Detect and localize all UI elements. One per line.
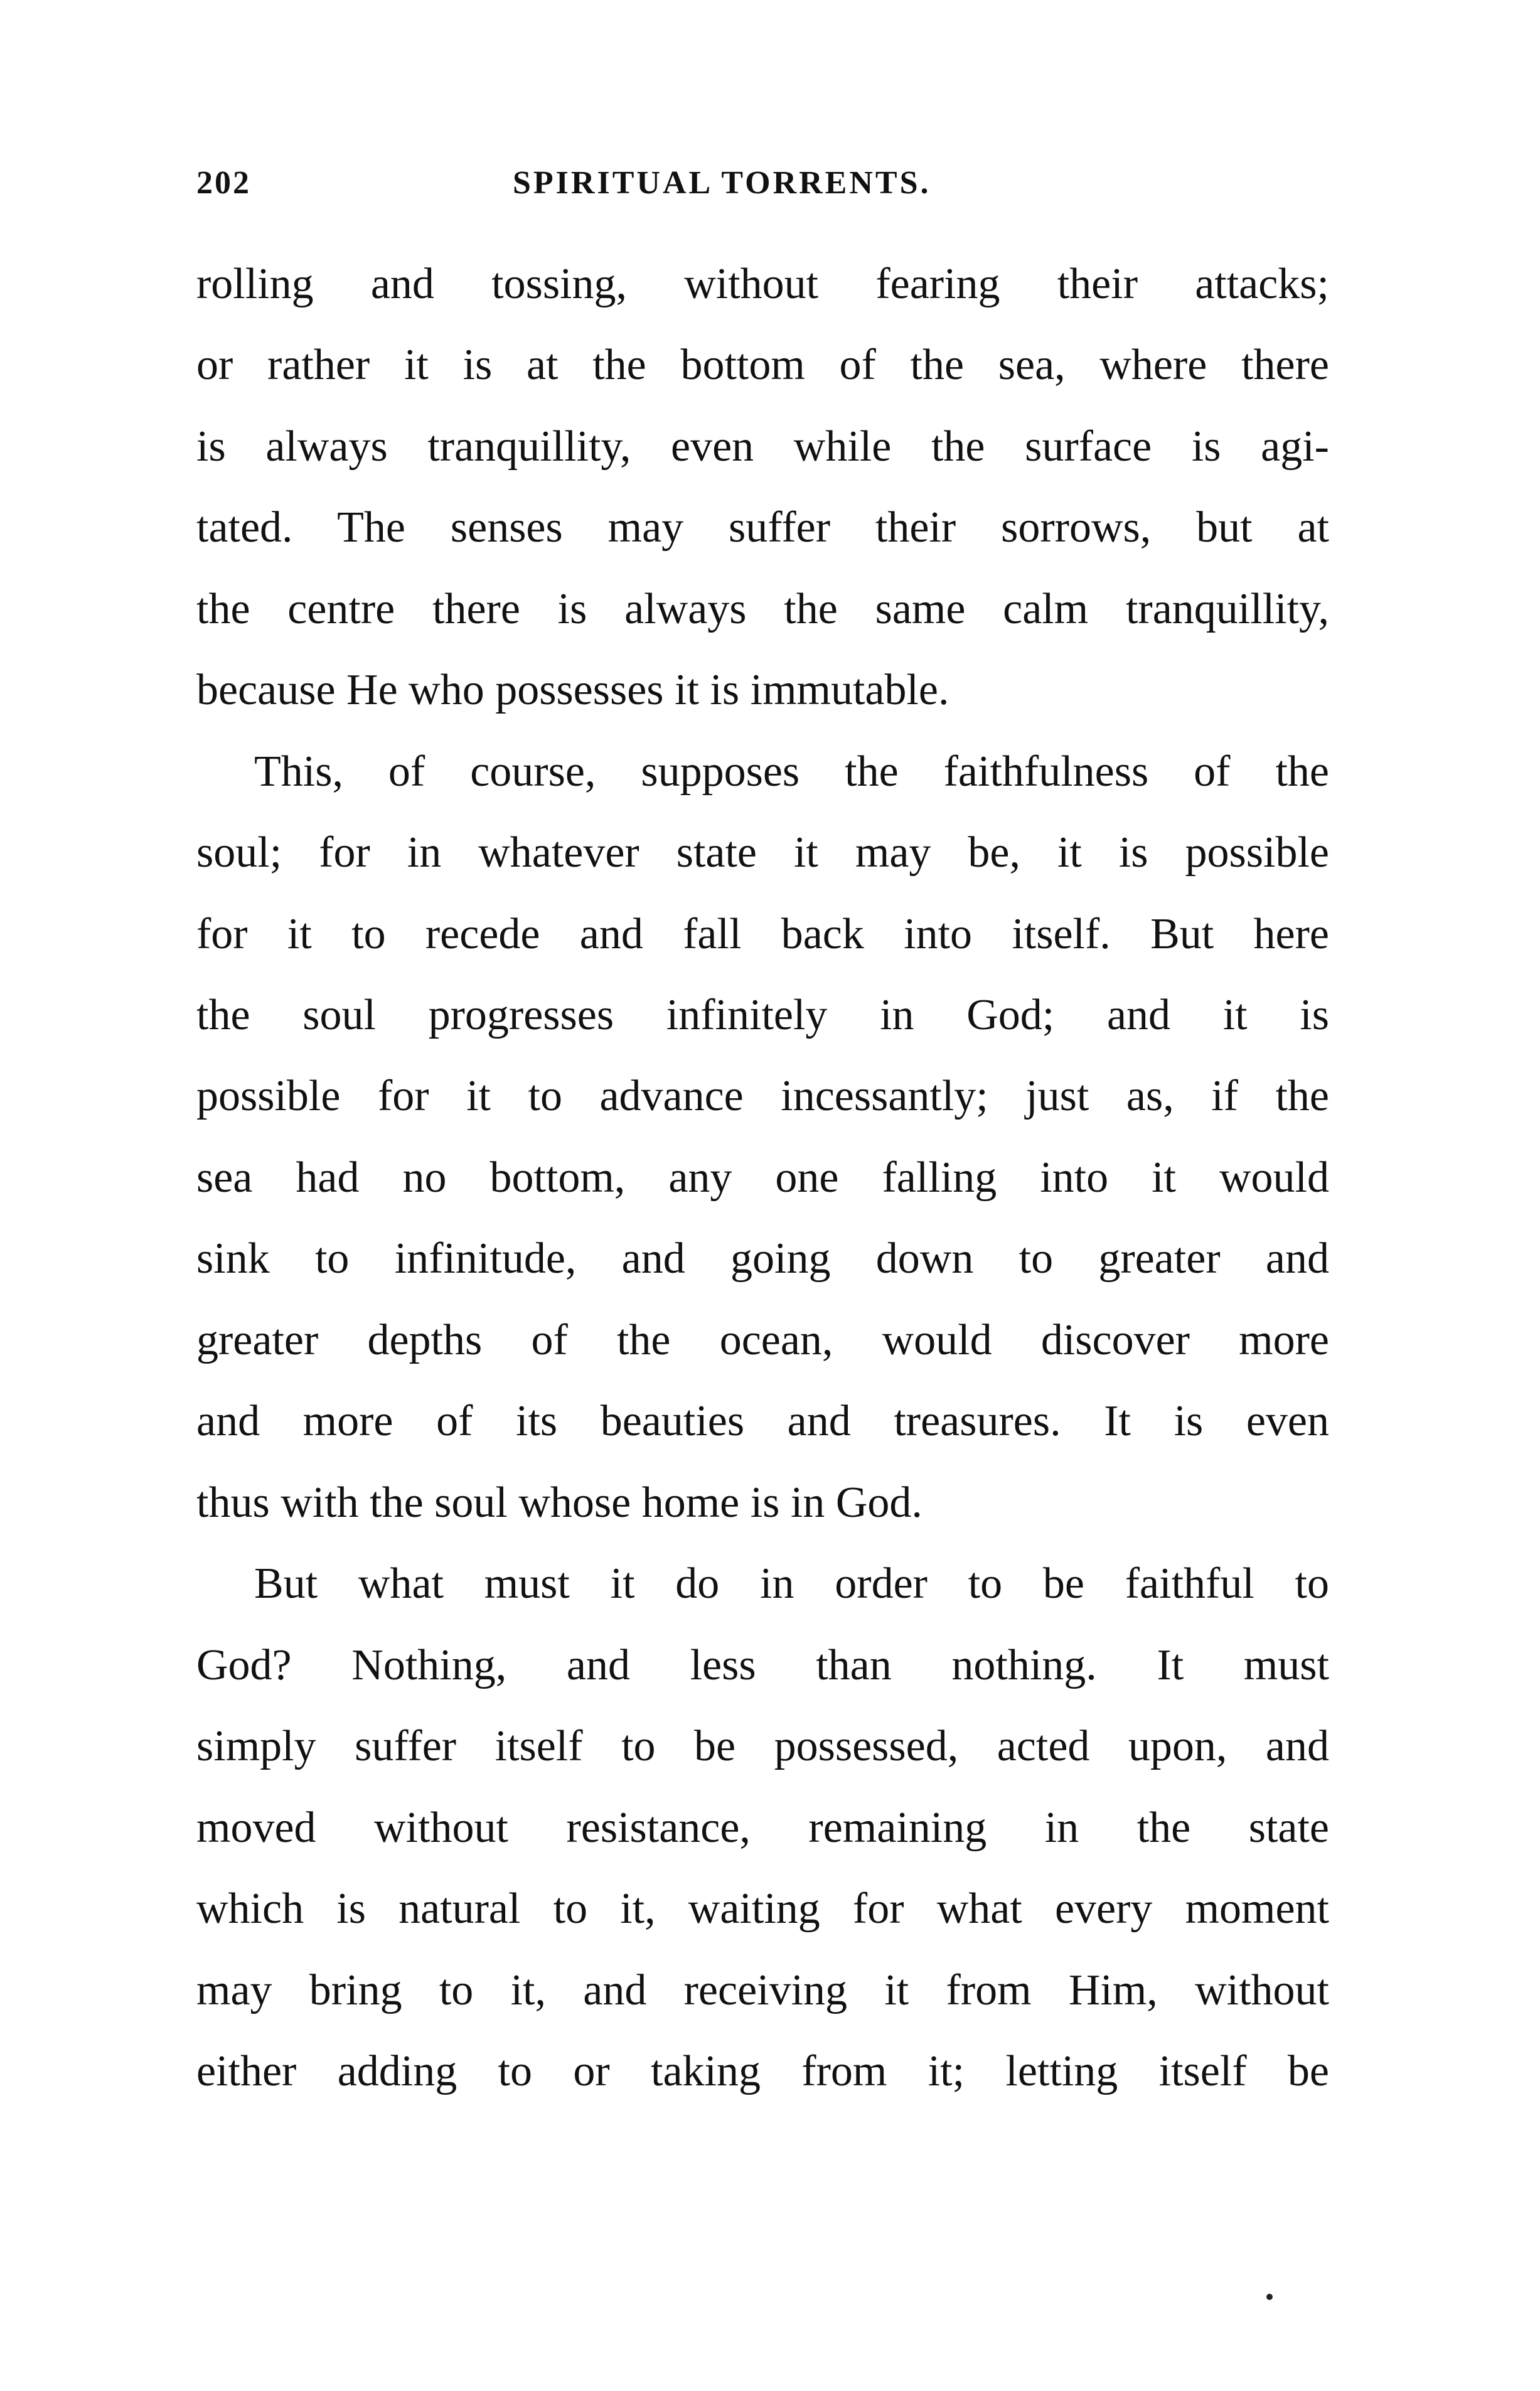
text-line: the centre there is always the same calm tranquillity, [196,585,1329,633]
text-line: God? Nothing, and less than nothing. It must [196,1641,1329,1689]
text-line: moved without resistance, remaining in the state [196,1804,1329,1852]
text-line: But what must it do in order to be faithful to [254,1559,1329,1608]
text-line: and more of its beauties and treasures. It is even [196,1397,1329,1445]
text-line: or rather it is at the bottom of the sea, where there [196,341,1329,389]
text-line: sink to infinitude, and going down to greater and [196,1234,1329,1283]
text-line: the soul progresses infinitely in God; and it is [196,991,1329,1039]
text-line: soul; for in whatever state it may be, it is possible [196,828,1329,877]
text-line: which is natural to it, waiting for what every moment [196,1885,1329,1933]
page-number: 202 [196,165,251,201]
ink-speck [1266,2294,1273,2300]
text-line: may bring to it, and receiving it from Him, without [196,1966,1329,2014]
text-line: sea had no bottom, any one falling into it would [196,1153,1329,1202]
text-line: because He who possesses it is immutable. [196,666,949,714]
text-line: rolling and tossing, without fearing their attacks; [196,260,1329,308]
text-line: This, of course, supposes the faithfulness of the [254,747,1329,796]
text-line: tated. The senses may suffer their sorrows, but at [196,503,1329,552]
text-line: possible for it to advance incessantly; just as, if the [196,1072,1329,1120]
text-line: for it to recede and fall back into itself. But here [196,910,1329,958]
text-line: simply suffer itself to be possessed, acted upon, and [196,1722,1329,1770]
text-line: either adding to or taking from it; letting itself be [196,2047,1329,2095]
text-line: greater depths of the ocean, would discover more [196,1316,1329,1364]
running-title: SPIRITUAL TORRENTS. [513,165,931,201]
page-header [196,164,1326,215]
text-line: thus with the soul whose home is in God. [196,1479,922,1527]
text-line: is always tranquillity, even while the surface is agi- [196,422,1329,471]
